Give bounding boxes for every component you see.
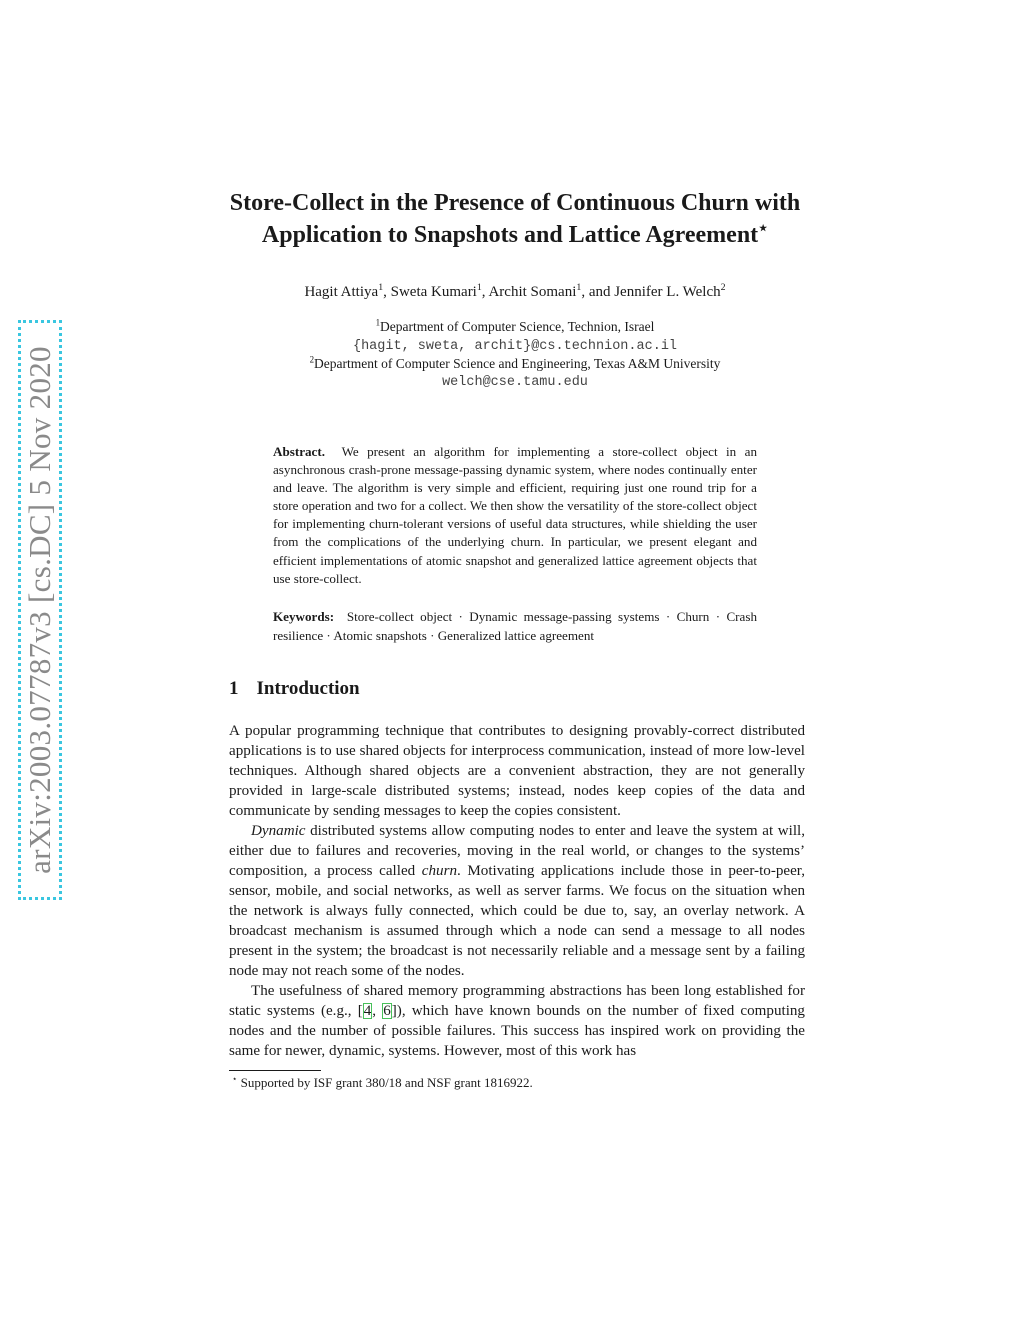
author-name: , Sweta Kumari xyxy=(383,284,477,300)
abstract xyxy=(273,443,757,588)
author-name: , Archit Somani xyxy=(481,284,577,300)
affiliation-1: $^1$Department of Computer Science, Technion, Israel xyxy=(375,317,655,334)
keywords-text: Store-collect object · Dynamic message-passing systems · Churn · Crash resilience · Atomic snapshots · Generalized lattice agreement xyxy=(273,609,757,643)
affiliation-2-email: welch@cse.tamu.edu xyxy=(442,375,588,390)
title-line-1: Store-Collect in the Presence of Continuous Churn with xyxy=(229,190,801,216)
citation-link[interactable]: 4 xyxy=(363,1003,372,1019)
intro-paragraph-2: Dynamic distributed systems allow computing nodes to enter and leave the system at will, either due to failures and recoveries, moving in the real world, or changes to the systems’ composition, a process called churn. Motivating applications include those in peer-to-peer, sensor, mobile, and social networks, as well as server farms. We focus on the situation when the network is always fully connected, which could be due to, say, an overlay network. A broadcast mechanism is assumed through which a node can send a message to all nodes present in the system; the broadcast is not necessarily reliable and a message sent by a failing node may not reach some of the nodes. xyxy=(229,823,805,979)
title-line-2: Application to Snapshots and Lattice Agreement⋆ xyxy=(261,220,769,248)
arxiv-id-text: arXiv:2003.07787v3 [cs.DC] 5 Nov 2020 xyxy=(22,346,57,874)
footnote-divider xyxy=(229,1070,321,1071)
footnote-text: Supported by ISF grant 380/18 and NSF grant 1816922. xyxy=(237,1075,533,1090)
title-footnote-mark: ⋆ xyxy=(758,220,769,237)
section-heading xyxy=(229,678,360,700)
author-name: , and Jennifer L. Welch xyxy=(581,284,721,300)
footnote-mark: ⋆ xyxy=(232,1073,238,1084)
author-list: Hagit Attiya$^1$, Sweta Kumari$^1$, Archit Somani$^1$, and Jennifer L. Welch$^2$ xyxy=(304,282,726,300)
introduction-body xyxy=(229,721,805,1061)
affiliation-2: $^2$Department of Computer Science and Engineering, Texas A&M University xyxy=(309,354,721,371)
paper-title xyxy=(160,187,870,251)
affiliation-1-email: {hagit, sweta, archit}@cs.technion.ac.il xyxy=(352,339,678,354)
arxiv-identifier-stamp xyxy=(18,320,62,900)
footnote xyxy=(232,1075,533,1091)
citation-link[interactable]: 6 xyxy=(383,1003,391,1019)
section-number: 1 xyxy=(229,678,239,699)
abstract-text: We present an algorithm for implementing a store-collect object in an asynchronous crash-prone message-passing dynamic system, where nodes continually enter and leave. The algorithm is very simple and efficient, requiring just one round trip for a store operation and two for a collect. We then show the versatility of the store-collect object for implementing churn-tolerant versions of useful data structures, while shielding the user from the complications of the underlying churn. In particular, we present elegant and efficient implementations of atomic snapshot and generalized lattice agreement objects that use store-collect. xyxy=(273,444,757,586)
abstract-label: Abstract. xyxy=(273,444,325,459)
author-name: Hagit Attiya xyxy=(304,284,379,300)
keywords-label: Keywords: xyxy=(273,609,335,624)
keywords xyxy=(273,607,757,645)
section-title: Introduction xyxy=(256,678,360,699)
intro-paragraph-3: The usefulness of shared memory programming abstractions has been long established for static systems (e.g., [4, 6]), which have known bounds on the number of fixed computing nodes and the number of possible failures. This success has inspired work on providing the same for newer, dynamic, systems. However, most of this work has xyxy=(229,983,805,1059)
intro-paragraph-1: A popular programming technique that contributes to designing provably-correct distributed applications is to use shared objects for interprocess communication, instead of more low-level techniques. Although shared objects are a convenient abstraction, they are not generally provided in large-scale distributed systems; instead, nodes keep copies of the data and communicate by sending messages to keep the copies consistent. xyxy=(229,723,805,819)
